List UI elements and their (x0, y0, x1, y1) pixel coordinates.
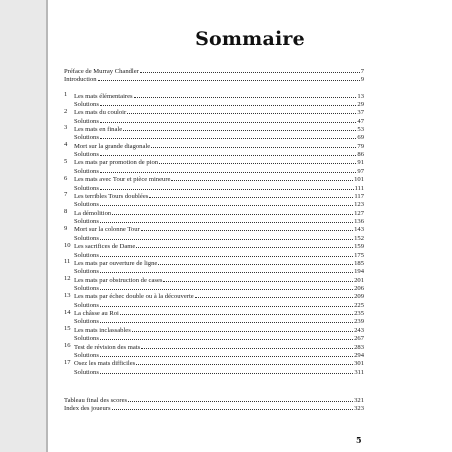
toc-row-solutions (74, 233, 364, 241)
entry-page: 143 (354, 226, 364, 234)
chapter-number: 16 (64, 342, 71, 350)
entry-page: 47 (357, 117, 364, 125)
entry-label: Solutions (74, 268, 99, 276)
chapter-number: 2 (64, 107, 68, 115)
dot-leader (140, 66, 360, 73)
toc-row-solutions (74, 350, 364, 358)
chapter-number: 3 (64, 124, 68, 132)
entry-label: Les mats par promotion de pion (74, 159, 159, 167)
entry-page: 111 (354, 184, 364, 192)
toc-row-chapter (64, 275, 364, 284)
chapter-number: 5 (64, 157, 68, 165)
chapter-number: 15 (64, 325, 71, 333)
dot-leader (100, 250, 353, 257)
dot-leader (100, 233, 353, 240)
toc-row-solutions (74, 116, 364, 124)
dot-leader (128, 395, 353, 402)
entry-label: Mort sur la grande diagonale (74, 142, 151, 150)
dot-leader (151, 141, 356, 148)
entry-label: Solutions (74, 368, 99, 376)
chapter-number: 11 (64, 258, 71, 266)
entry-page: 323 (354, 404, 364, 412)
toc-row-chapter (64, 241, 364, 251)
toc-row-front (64, 66, 364, 74)
entry-page: 53 (357, 125, 364, 133)
entry-label: Introduction (64, 75, 97, 83)
entry-label: Solutions (74, 285, 99, 292)
entry-page: 127 (354, 209, 364, 217)
entry-label: Solutions (74, 151, 99, 159)
entry-page: 123 (354, 201, 364, 209)
toc-row-chapter (64, 258, 364, 267)
dot-leader (100, 166, 356, 173)
dot-leader (149, 191, 353, 198)
entry-page: 243 (354, 326, 364, 334)
entry-page: 301 (354, 360, 364, 368)
entry-label: Solutions (74, 134, 99, 142)
toc-row-solutions (74, 367, 364, 375)
dot-leader (171, 175, 353, 182)
entry-label: Les mats élémentaires (74, 92, 133, 100)
dot-leader (100, 217, 353, 224)
page-number: 5 (356, 435, 362, 445)
page-title: Sommaire (195, 28, 305, 50)
entry-page: 206 (354, 285, 364, 292)
dot-leader (112, 208, 353, 215)
dot-leader (100, 350, 353, 357)
dot-leader (141, 342, 353, 349)
toc-row-chapter (64, 308, 364, 318)
toc-row-chapter (64, 107, 364, 117)
dot-leader (100, 284, 353, 291)
entry-label: Test de révision des mats (74, 343, 141, 351)
dot-leader (120, 309, 353, 316)
entry-page: 29 (357, 100, 364, 108)
dot-leader (158, 258, 353, 265)
entry-label: Solutions (74, 218, 99, 226)
entry-page: 185 (354, 259, 364, 267)
entry-label: Index des joueurs (64, 404, 111, 412)
chapter-number: 14 (64, 308, 71, 316)
entry-label: Les mats par obstruction de cases (74, 276, 163, 284)
entry-page: 69 (357, 134, 364, 142)
entry-label: Préface de Murray Chandler (64, 67, 139, 75)
entry-page: 13 (357, 92, 364, 100)
dot-leader (100, 150, 356, 157)
toc-row-chapter (64, 342, 364, 351)
toc-row-chapter (64, 124, 364, 133)
entry-label: Tableau final des scores (64, 396, 128, 404)
entry-page: 101 (354, 176, 364, 184)
dot-leader (123, 124, 356, 131)
dot-leader (100, 116, 356, 123)
chapter-number: 1 (64, 91, 68, 98)
toc-row-solutions (74, 334, 364, 342)
dot-leader (100, 200, 353, 207)
entry-page: 7 (360, 67, 364, 75)
entry-label: Solutions (74, 251, 99, 259)
entry-label: Les mats du couloir (74, 109, 127, 117)
entry-label: Les mats avec Tour et pièce mineure (74, 176, 171, 184)
toc-row-chapter (64, 291, 364, 301)
chapter-number: 17 (64, 358, 71, 366)
entry-page: 86 (357, 151, 364, 159)
entry-label: Solutions (74, 167, 99, 175)
entry-label: Solutions (74, 335, 99, 343)
entry-page: 159 (354, 243, 364, 251)
dot-leader (127, 108, 356, 115)
toc-row-front (64, 74, 364, 82)
dot-leader (100, 300, 353, 307)
dot-leader (100, 334, 353, 341)
dot-leader (134, 91, 357, 98)
entry-page: 209 (354, 293, 364, 301)
toc-row-solutions (74, 317, 364, 325)
toc-row-solutions (74, 300, 364, 308)
toc-row-solutions (74, 166, 364, 174)
entry-page: 267 (354, 335, 364, 343)
toc-row-back (64, 403, 364, 411)
entry-page: 294 (354, 351, 364, 359)
entry-label: Solutions (74, 100, 99, 108)
entry-page: 152 (354, 234, 364, 242)
entry-label: Mort sur la colonne Tour (74, 226, 140, 234)
toc-row-chapter (64, 141, 364, 150)
toc-row-solutions (74, 267, 364, 275)
chapter-number: 10 (64, 241, 71, 249)
entry-label: La démolition (74, 209, 112, 217)
toc-row-chapter (64, 325, 364, 334)
toc-row-solutions (74, 200, 364, 208)
entry-page: 37 (357, 109, 364, 117)
dot-leader (100, 317, 353, 324)
toc-row-solutions (74, 133, 364, 141)
entry-page: 201 (354, 276, 364, 284)
toc-row-solutions (74, 150, 364, 158)
dot-leader (100, 183, 354, 190)
toc-row-back (64, 395, 364, 403)
dot-leader (100, 133, 356, 140)
entry-label: Solutions (74, 318, 99, 326)
entry-label: Solutions (74, 184, 99, 192)
dot-leader (136, 242, 353, 249)
entry-label: Les mats en finale (74, 125, 123, 133)
toc-row-chapter (64, 191, 364, 200)
dot-leader (132, 325, 353, 332)
toc-row-chapter (64, 208, 364, 217)
entry-page: 91 (357, 159, 364, 167)
chapter-number: 6 (64, 174, 68, 182)
toc-row-chapter (64, 358, 364, 368)
entry-label: Osez les mats difficiles (74, 360, 136, 368)
toc-row-solutions (74, 217, 364, 225)
dot-leader (136, 359, 353, 366)
dot-leader (98, 74, 360, 81)
entry-label: La châsse au Roi (74, 310, 119, 318)
entry-page: 283 (354, 343, 364, 351)
entry-page: 225 (354, 301, 364, 309)
entry-page: 117 (354, 192, 364, 200)
entry-page: 239 (354, 318, 364, 326)
entry-label: Solutions (74, 301, 99, 309)
dot-leader (159, 158, 356, 165)
entry-label: Les mats par échec double ou à la découverte (74, 293, 194, 301)
entry-page: 136 (354, 218, 364, 226)
chapter-number: 7 (64, 191, 68, 199)
entry-page: 321 (354, 396, 364, 404)
entry-page: 194 (354, 268, 364, 276)
entry-label: Les mats inclassables (74, 326, 131, 334)
entry-page: 311 (354, 368, 364, 376)
toc-row-chapter (64, 91, 364, 100)
dot-leader (141, 225, 353, 232)
chapter-number: 4 (64, 141, 68, 149)
chapter-number: 13 (64, 291, 71, 299)
dot-leader (195, 292, 353, 299)
toc-row-chapter (64, 224, 364, 234)
entry-page: 9 (360, 75, 364, 83)
dot-leader (100, 367, 353, 374)
book-binding-shadow (0, 0, 46, 452)
entry-label: Les sacrifices de Dame (74, 243, 136, 251)
entry-label: Les mats par ouverture de ligne (74, 259, 158, 267)
entry-label: Les terribles Tours doublées (74, 192, 149, 200)
dot-leader (163, 275, 353, 282)
toc-row-solutions (74, 99, 364, 107)
chapter-number: 9 (64, 224, 68, 232)
entry-label: Solutions (74, 117, 99, 125)
toc-row-solutions (74, 284, 364, 292)
toc-row-solutions (74, 183, 364, 191)
toc-row-chapter (64, 157, 364, 167)
entry-label: Solutions (74, 234, 99, 242)
dot-leader (100, 267, 353, 274)
chapter-number: 8 (64, 208, 68, 216)
entry-label: Solutions (74, 351, 99, 359)
entry-page: 97 (357, 167, 364, 175)
entry-page: 235 (354, 310, 364, 318)
toc-row-solutions (74, 250, 364, 258)
entry-page: 79 (357, 142, 364, 150)
dot-leader (100, 99, 356, 106)
entry-page: 175 (354, 251, 364, 259)
toc-row-chapter (64, 174, 364, 184)
chapter-number: 12 (64, 275, 71, 283)
dot-leader (112, 403, 354, 410)
entry-label: Solutions (74, 201, 99, 209)
